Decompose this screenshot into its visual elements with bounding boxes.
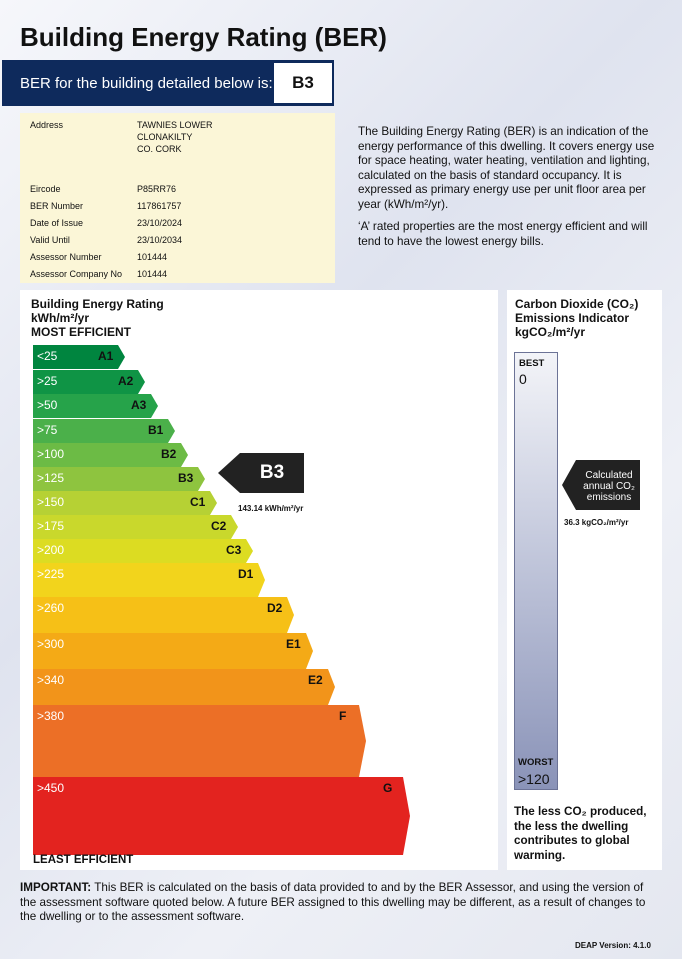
band-grade: F xyxy=(339,709,347,723)
address-value xyxy=(137,119,213,155)
band-grade: A1 xyxy=(98,349,114,363)
chart-heading-line: MOST EFFICIENT xyxy=(31,325,131,339)
address-line: CO. CORK xyxy=(137,144,182,154)
band-arrow-icon xyxy=(231,515,238,539)
rating-band-f xyxy=(33,705,366,777)
band-arrow-icon xyxy=(181,443,188,467)
address-label: Address xyxy=(30,120,64,130)
band-arrow-icon xyxy=(258,563,265,597)
building-details-box xyxy=(20,113,335,283)
band-arrow-icon xyxy=(210,491,217,515)
rating-band-a1 xyxy=(33,345,125,369)
band-range: >175 xyxy=(37,519,65,533)
band-grade: E2 xyxy=(308,673,323,687)
rating-band-b1 xyxy=(33,419,175,443)
band-arrow-icon xyxy=(168,419,175,443)
assessor-number-value: 101444 xyxy=(137,252,168,262)
band-grade: D1 xyxy=(238,567,254,581)
band-fill xyxy=(33,633,306,669)
valid-until-value: 23/10/2034 xyxy=(137,235,183,245)
band-range: >225 xyxy=(37,567,65,581)
co2-note: The less CO₂ produced, the less the dwelling contributes to global warming. xyxy=(514,805,647,862)
date-of-issue-label: Date of Issue xyxy=(30,218,84,228)
band-fill xyxy=(33,669,328,705)
co2-heading-line: Emissions Indicator xyxy=(515,311,630,325)
rating-band-a3 xyxy=(33,394,158,418)
assessor-company-value: 101444 xyxy=(137,269,168,279)
band-arrow-icon xyxy=(246,539,253,563)
band-range: >260 xyxy=(37,601,65,615)
rating-band-e1 xyxy=(33,633,313,669)
assessor-company-label: Assessor Company No xyxy=(30,269,123,279)
address-line: TAWNIES LOWER xyxy=(137,120,213,130)
band-grade: B1 xyxy=(148,423,164,437)
co2-best-label: BEST xyxy=(519,358,545,369)
pointer-arrow-icon xyxy=(218,453,240,493)
rating-band-d2 xyxy=(33,597,294,633)
band-grade: A3 xyxy=(131,398,147,412)
band-arrow-icon xyxy=(359,705,366,777)
page-title: Building Energy Rating (BER) xyxy=(20,22,387,52)
band-grade: D2 xyxy=(267,601,283,615)
least-efficient-label: LEAST EFFICIENT xyxy=(33,854,134,866)
band-range: >200 xyxy=(37,543,65,557)
band-range: >150 xyxy=(37,495,65,509)
ber-number-label: BER Number xyxy=(30,201,84,211)
band-fill xyxy=(33,539,246,563)
band-range: >100 xyxy=(37,447,65,461)
co2-pointer-line: annual CO₂ xyxy=(583,481,635,492)
co2-heading-line: kgCO₂/m²/yr xyxy=(515,325,586,339)
ber-description xyxy=(358,125,663,249)
valid-until-label: Valid Until xyxy=(30,235,70,245)
address-line: CLONAKILTY xyxy=(137,132,193,142)
co2-value: 36.3 kgCO₂/m²/yr xyxy=(564,518,629,527)
band-range: >340 xyxy=(37,673,65,687)
band-arrow-icon xyxy=(198,467,205,491)
rating-band-c1 xyxy=(33,491,217,515)
date-of-issue-value: 23/10/2024 xyxy=(137,218,183,228)
co2-scale-bar xyxy=(514,352,558,790)
band-range: >380 xyxy=(37,709,65,723)
band-arrow-icon xyxy=(306,633,313,669)
chart-heading xyxy=(31,297,164,339)
chart-heading-line: Building Energy Rating xyxy=(31,297,164,311)
rating-band-g xyxy=(33,777,410,855)
band-fill xyxy=(33,597,287,633)
deap-version: DEAP Version: 4.1.0 xyxy=(575,941,651,950)
band-grade: G xyxy=(383,781,393,795)
energy-rating-chart xyxy=(20,290,498,870)
band-arrow-icon xyxy=(403,777,410,855)
assessor-number-label: Assessor Number xyxy=(30,252,102,262)
band-range: >300 xyxy=(37,637,65,651)
co2-best-value: 0 xyxy=(519,371,527,387)
rating-band-d1 xyxy=(33,563,265,597)
important-text: This BER is calculated on the basis of data provided to and by the BER Assessor, and using the version of the assessment software quoted below. A future BER assigned to this dwelling may be different, as a result of changes to the dwelling or to the assessment software. xyxy=(20,881,646,923)
band-range: <25 xyxy=(37,349,58,363)
band-range: >25 xyxy=(37,374,58,388)
band-fill xyxy=(33,563,258,597)
band-grade: C2 xyxy=(211,519,227,533)
ber-rating-pointer xyxy=(218,453,304,493)
rating-band-e2 xyxy=(33,669,335,705)
co2-pointer xyxy=(562,460,640,510)
ber-result-bar xyxy=(2,60,334,106)
description-paragraph: ‘A’ rated properties are the most energy efficient and will tend to have the lowest energy bills. xyxy=(358,220,648,248)
band-range: >125 xyxy=(37,471,65,485)
ber-number-value: 117861757 xyxy=(137,201,182,211)
energy-value: 143.14 kWh/m²/yr xyxy=(238,504,304,513)
co2-worst-label: WORST xyxy=(518,757,554,768)
co2-pointer-body xyxy=(576,460,640,510)
band-arrow-icon xyxy=(151,394,158,418)
description-paragraph: The Building Energy Rating (BER) is an indication of the energy performance of this dwelling. It covers energy use for space heating, water heating, ventilation and lighting, calculated on the basis of standard occupancy. It is expressed as primary energy use per unit floor area per year (kWh/m²/yr). xyxy=(358,125,655,211)
band-fill xyxy=(33,777,403,855)
important-lead: IMPORTANT: xyxy=(20,881,92,894)
rating-band-a2 xyxy=(33,370,145,394)
eircode-label: Eircode xyxy=(30,184,61,194)
band-arrow-icon xyxy=(287,597,294,633)
band-range: >450 xyxy=(37,781,65,795)
rating-band-c3 xyxy=(33,539,253,563)
band-grade: E1 xyxy=(286,637,301,651)
co2-pointer-line: emissions xyxy=(586,492,632,503)
co2-worst-value: >120 xyxy=(518,771,550,787)
eircode-value: P85RR76 xyxy=(137,184,177,194)
co2-heading xyxy=(515,297,638,339)
band-arrow-icon xyxy=(138,370,145,394)
band-grade: B2 xyxy=(161,447,177,461)
ber-result-label: BER for the building detailed below is: xyxy=(20,75,273,92)
co2-pointer-text xyxy=(578,470,640,503)
co2-indicator xyxy=(507,290,662,870)
band-fill xyxy=(33,705,359,777)
important-notice xyxy=(20,881,660,925)
co2-heading-line: Carbon Dioxide (CO₂) xyxy=(515,297,639,311)
band-grade: B3 xyxy=(178,471,194,485)
rating-band-c2 xyxy=(33,515,238,539)
band-range: >50 xyxy=(37,398,58,412)
ber-result-rating: B3 xyxy=(274,63,332,103)
band-grade: C1 xyxy=(190,495,206,509)
band-grade: C3 xyxy=(226,543,242,557)
pointer-rating: B3 xyxy=(240,453,304,493)
co2-pointer-arrow-icon xyxy=(562,460,576,510)
band-arrow-icon xyxy=(118,345,125,369)
rating-band-b3 xyxy=(33,467,205,491)
chart-heading-line: kWh/m²/yr xyxy=(31,311,90,325)
band-range: >75 xyxy=(37,423,58,437)
co2-pointer-line: Calculated xyxy=(585,470,633,481)
band-arrow-icon xyxy=(328,669,335,705)
rating-band-b2 xyxy=(33,443,188,467)
band-grade: A2 xyxy=(118,374,134,388)
